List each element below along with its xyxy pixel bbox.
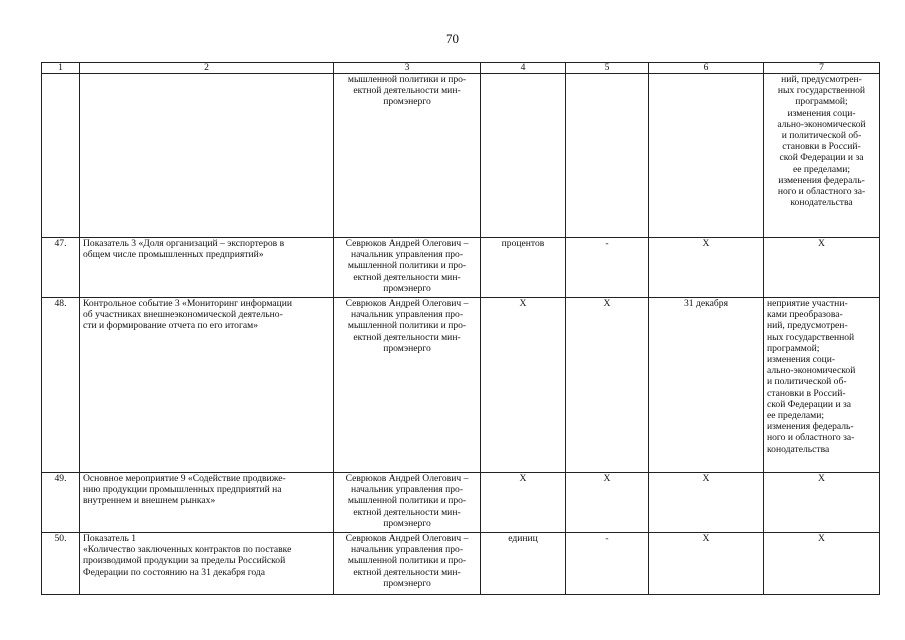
row-risks: неприятие участни- ками преобразова- ний, предусмотрен- ных государственной программой; изменения соци- ально-экономической и политической об- становки в Россий- ской Федерации и за ее пределами; изменения федераль- ного и областного за- конодательства bbox=[764, 298, 880, 473]
row-col5: Х bbox=[566, 298, 649, 473]
row-col6: Х bbox=[649, 533, 764, 595]
row-responsible: мышленной политики и про- ектной деятельности мин- промэнерго bbox=[334, 74, 481, 238]
header-cell: 2 bbox=[80, 63, 334, 74]
row-number: 48. bbox=[42, 298, 80, 473]
row-unit: процентов bbox=[481, 238, 566, 298]
table-row bbox=[42, 238, 880, 298]
row-col6 bbox=[649, 74, 764, 238]
row-risks: Х bbox=[764, 533, 880, 595]
header-cell: 5 bbox=[566, 63, 649, 74]
row-risks: ний, предусмотрен- ных государственной программой; изменения соци- ально-экономической и политической об- становки в Россий- ской Федерации и за ее пределами; изменения федераль- ного и областного за- конодательства bbox=[764, 74, 880, 238]
table-row bbox=[42, 473, 880, 533]
header-row bbox=[42, 63, 880, 74]
row-responsible: Севрюков Андрей Олегович – начальник управления про- мышленной политики и про- ектной деятельности мин- промэнерго bbox=[334, 473, 481, 533]
row-name: Основное мероприятие 9 «Содействие продвиже- нию продукции промышленных предприятий на внутреннем и внешнем рынках» bbox=[80, 473, 334, 533]
row-responsible: Севрюков Андрей Олегович – начальник управления про- мышленной политики и про- ектной деятельности мин- промэнерго bbox=[334, 238, 481, 298]
row-risks: Х bbox=[764, 473, 880, 533]
row-col5: - bbox=[566, 238, 649, 298]
page-number: 70 bbox=[446, 31, 459, 46]
row-number bbox=[42, 74, 80, 238]
row-name bbox=[80, 74, 334, 238]
table-row bbox=[42, 74, 880, 238]
row-col6: Х bbox=[649, 238, 764, 298]
row-responsible: Севрюков Андрей Олегович – начальник управления про- мышленной политики и про- ектной деятельности мин- промэнерго bbox=[334, 533, 481, 595]
header-cell: 4 bbox=[481, 63, 566, 74]
header-cell: 6 bbox=[649, 63, 764, 74]
row-col5 bbox=[566, 74, 649, 238]
row-col5: Х bbox=[566, 473, 649, 533]
row-responsible: Севрюков Андрей Олегович – начальник управления про- мышленной политики и про- ектной деятельности мин- промэнерго bbox=[334, 298, 481, 473]
row-number: 49. bbox=[42, 473, 80, 533]
header-cell: 1 bbox=[42, 63, 80, 74]
row-name: Показатель 3 «Доля организаций – экспортеров в общем числе промышленных предприятий» bbox=[80, 238, 334, 298]
table-row bbox=[42, 298, 880, 473]
row-unit: единиц bbox=[481, 533, 566, 595]
row-number: 50. bbox=[42, 533, 80, 595]
row-col6: Х bbox=[649, 473, 764, 533]
row-col5: - bbox=[566, 533, 649, 595]
row-number: 47. bbox=[42, 238, 80, 298]
table-row bbox=[42, 533, 880, 595]
data-table bbox=[41, 62, 880, 595]
row-unit bbox=[481, 74, 566, 238]
row-risks: Х bbox=[764, 238, 880, 298]
row-unit: Х bbox=[481, 473, 566, 533]
header-cell: 3 bbox=[334, 63, 481, 74]
row-name: Показатель 1 «Количество заключенных контрактов по поставке производимой продукции за пределы Российской Федерации по состоянию на 31 декабря года bbox=[80, 533, 334, 595]
row-unit: Х bbox=[481, 298, 566, 473]
header-cell: 7 bbox=[764, 63, 880, 74]
row-name: Контрольное событие 3 «Мониторинг информации об участниках внешнеэкономической деятельно- сти и формирование отчета по его итогам» bbox=[80, 298, 334, 473]
row-col6: 31 декабря bbox=[649, 298, 764, 473]
